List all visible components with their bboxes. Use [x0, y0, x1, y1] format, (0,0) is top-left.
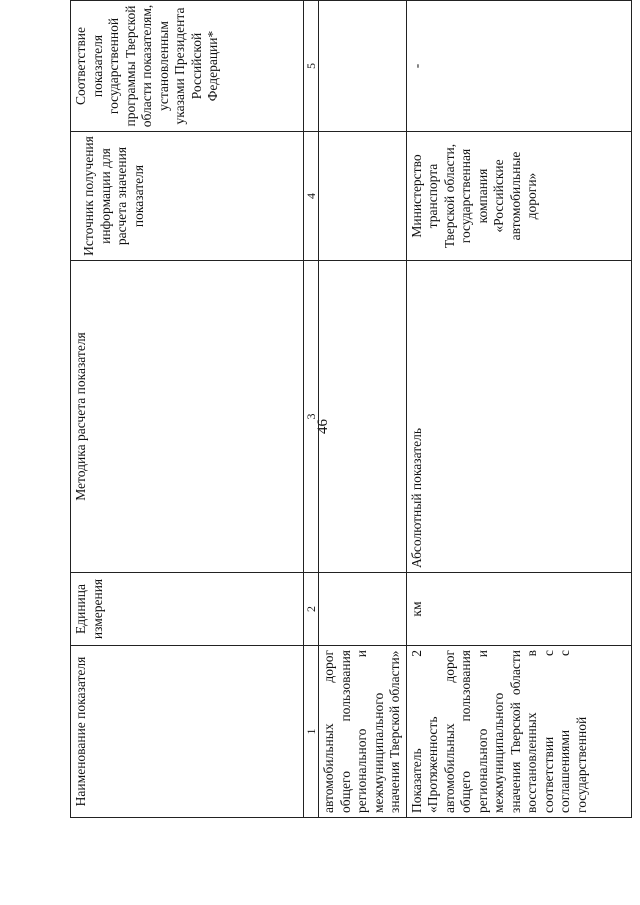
table-row: [319, 1, 407, 818]
column-number: 2: [304, 573, 319, 646]
table-header-row: [71, 1, 304, 818]
compliance-cell: [319, 1, 407, 132]
page-number: 46: [315, 419, 331, 434]
header-unit: Единица измерения: [71, 573, 304, 646]
unit-cell: км: [406, 573, 631, 646]
indicator-table: [70, 0, 632, 818]
indicator-table-rotated: [70, 4, 589, 818]
column-number-row: [304, 1, 319, 818]
header-compliance: Соответствие показателя государственной программы Тверской области показателям, установленным указами Президента Российской Федерации*: [71, 1, 304, 132]
column-number: 1: [304, 646, 319, 818]
column-number: 5: [304, 1, 319, 132]
method-cell: Абсолютный показатель: [406, 261, 631, 573]
column-number: 3: [304, 261, 319, 573]
header-indicator-name: Наименование показателя: [71, 646, 304, 818]
header-source: Источник получения информации для расчета значения показателя: [71, 132, 304, 261]
compliance-cell: -: [406, 1, 631, 132]
column-number: 4: [304, 132, 319, 261]
table-row: [406, 1, 631, 818]
unit-cell: [319, 573, 407, 646]
header-method: Методика расчета показателя: [71, 261, 304, 573]
indicator-name-cell: Показатель 2 «Протяженность автомобильных дорог общего пользования регионального и межмуниципального значения Тверской области восстановленных в соответствии с соглашениями с государственной: [406, 646, 631, 818]
method-cell: [319, 261, 407, 573]
indicator-name-cell: автомобильных дорог общего пользования регионального и межмуниципального значения Тверской области»: [319, 646, 407, 818]
source-cell: Министерство транспорта Тверской области, государственная компания «Российские автомобильные дороги»: [406, 132, 631, 261]
source-cell: [319, 132, 407, 261]
